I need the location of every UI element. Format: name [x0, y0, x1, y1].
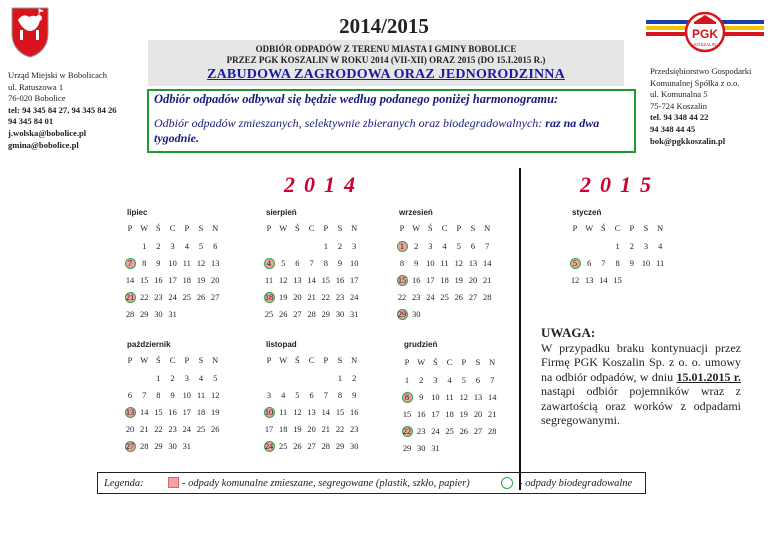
calendar-day: 29 — [154, 442, 163, 451]
calendar-day: 12 — [279, 276, 288, 285]
calendar-day: 30 — [417, 444, 426, 453]
contact-line: Komunalnej Spółka z o.o. — [650, 77, 740, 88]
weekday-header: Ś — [156, 224, 161, 233]
calendar-day: 9 — [414, 259, 419, 268]
calendar-day: 14 — [599, 276, 608, 285]
calendar-day: 1 — [337, 374, 343, 383]
weekday-header: P — [184, 356, 190, 365]
calendar-day: 11 — [279, 408, 288, 417]
weekday-header: W — [279, 356, 288, 365]
calendar-day: 4 — [442, 242, 447, 251]
weekday-header: C — [308, 224, 315, 233]
weekday-header: W — [279, 224, 288, 233]
collection-day: 7 — [127, 259, 133, 268]
calendar-day: 4 — [184, 242, 189, 251]
calendar-day: 5 — [295, 391, 300, 400]
contact-phone: 94 345 84 01 — [8, 116, 54, 127]
month-name: październik — [127, 340, 171, 349]
calendar-day: 2 — [156, 242, 161, 251]
calendar-day: 11 — [656, 259, 665, 268]
calendar-day: 19 — [293, 425, 302, 434]
calendar-day: 24 — [182, 425, 191, 434]
calendar-day: 29 — [335, 442, 345, 451]
calendar-day: 19 — [196, 276, 206, 285]
calendar-day: 13 — [585, 276, 594, 285]
weekday-header: Ś — [601, 224, 606, 233]
weekday-header: P — [323, 356, 329, 365]
notice-frequency: raz na dwa tygodnie. — [154, 116, 600, 145]
calendar-day: 2 — [352, 374, 357, 383]
calendar-day: 26 — [459, 427, 468, 436]
calendar-day: 10 — [182, 391, 191, 400]
calendar-day: 1 — [615, 242, 620, 251]
calendar-day: 23 — [412, 293, 421, 302]
legend-item-bio: - odpady biodegradowalne — [519, 478, 633, 489]
weekday-header: P — [266, 224, 272, 233]
calendar-day: 9 — [156, 259, 161, 268]
calendar-day: 15 — [613, 276, 622, 285]
calendar-day: 31 — [431, 444, 440, 453]
collection-day: 18 — [264, 293, 274, 302]
calendar-day: 5 — [461, 376, 466, 385]
calendar-day: 21 — [140, 425, 149, 434]
calendar-day: 24 — [350, 293, 359, 302]
calendar-day: 13 — [473, 393, 483, 402]
calendar-day: 15 — [140, 276, 149, 285]
calendar-day: 2 — [414, 242, 419, 251]
calendar-day: 3 — [428, 242, 433, 251]
calendar-day: 6 — [309, 391, 314, 400]
weekday-header: W — [412, 224, 421, 233]
calendar-day: 3 — [643, 242, 649, 251]
contact-line: Przedsiębiorstwo Gospodarki — [650, 66, 752, 76]
calendar-day: 27 — [293, 310, 302, 319]
calendar-day: 2 — [419, 376, 424, 385]
calendar-day: 14 — [125, 276, 135, 285]
calendar-day: 1 — [404, 376, 410, 385]
calendar-day: 19 — [279, 293, 288, 302]
calendar-day: 22 — [140, 293, 149, 302]
calendar-day: 19 — [211, 408, 220, 417]
calendar-day: 30 — [168, 442, 177, 451]
company-contact — [650, 66, 765, 147]
contact-email[interactable]: j.wolska@bobolice.pl — [8, 127, 87, 138]
collection-day: 5 — [572, 259, 578, 268]
weekday-header: P — [404, 358, 410, 367]
calendar-day: 25 — [279, 442, 288, 451]
calendar-day: 17 — [426, 276, 435, 285]
calendar-day: 20 — [293, 293, 302, 302]
uwaga-title: UWAGA: — [541, 325, 596, 340]
weekday-header: W — [585, 224, 594, 233]
calendar-day: 15 — [321, 276, 330, 285]
header-line-2: PRZEZ PGK KOSZALIN W ROKU 2014 (VII-XII) ORAZ 2015 (DO 15.I.2015 R.) — [226, 55, 546, 65]
calendar-day: 28 — [307, 310, 316, 319]
uwaga-notice — [541, 326, 741, 428]
calendar-day: 10 — [350, 259, 359, 268]
contact-email[interactable]: gmina@bobolice.pl — [8, 139, 79, 150]
collection-day: 22 — [402, 427, 412, 436]
calendar-day: 6 — [213, 242, 218, 251]
calendar-day: 30 — [412, 310, 421, 319]
collection-day: 10 — [264, 408, 274, 417]
weekday-header: P — [184, 224, 190, 233]
calendar-day: 12 — [570, 276, 580, 285]
calendar-day: 31 — [168, 310, 177, 319]
weekday-header: S — [198, 224, 204, 233]
calendar-day: 13 — [307, 408, 316, 417]
calendar-day: 19 — [454, 276, 463, 285]
calendar-day: 26 — [279, 310, 288, 319]
calendar-day: 6 — [127, 391, 133, 400]
calendar-day: 24 — [431, 427, 440, 436]
calendar-day: 16 — [168, 408, 177, 417]
calendar-day: 3 — [170, 242, 175, 251]
calendar-day: 11 — [182, 259, 191, 268]
calendar-day: 17 — [182, 408, 191, 417]
weekday-header: S — [470, 224, 476, 233]
calendar-day: 14 — [488, 393, 497, 402]
calendar-day: 8 — [399, 259, 405, 268]
weekday-header: P — [127, 356, 133, 365]
calendar-day: 22 — [154, 425, 163, 434]
calendar-day: 10 — [426, 259, 435, 268]
weekday-header: W — [140, 224, 149, 233]
calendar-day: 8 — [156, 391, 161, 400]
weekday-header: N — [351, 356, 358, 365]
calendar-day: 29 — [402, 444, 412, 453]
year-2015: 2015 — [580, 172, 660, 197]
calendar-day: 21 — [483, 276, 492, 285]
weekday-header: P — [323, 224, 329, 233]
calendar-day: 30 — [154, 310, 163, 319]
calendar-day: 16 — [412, 276, 421, 285]
calendar-day: 16 — [335, 276, 345, 285]
weekday-header: W — [140, 356, 149, 365]
weekday-header: N — [657, 224, 664, 233]
calendar-day: 9 — [629, 259, 634, 268]
calendar-day: 14 — [321, 408, 330, 417]
year-divider — [519, 168, 521, 490]
calendar-day: 23 — [417, 427, 426, 436]
collection-day: 15 — [397, 276, 407, 285]
calendar-day: 21 — [488, 410, 497, 419]
calendar-day: 5 — [456, 242, 461, 251]
calendar-day: 11 — [264, 276, 274, 285]
calendar-day: 6 — [470, 242, 476, 251]
notice-text: Odbiór odpadów zmieszanych, selektywnie zbieranych oraz biodegradowalnych: — [154, 116, 546, 130]
collection-day: 24 — [264, 442, 274, 451]
weekday-header: N — [212, 356, 219, 365]
weekday-header: P — [399, 224, 405, 233]
uwaga-date: 15.01.2015 r. — [676, 369, 741, 384]
mixed-waste-swatch — [168, 477, 179, 488]
collection-day: 29 — [397, 310, 407, 319]
weekday-header: S — [337, 224, 343, 233]
calendar-day: 27 — [473, 427, 483, 436]
calendar-day: 17 — [431, 410, 440, 419]
calendar-day: 19 — [459, 410, 468, 419]
calendar-day: 12 — [293, 408, 302, 417]
calendar-day: 27 — [307, 442, 316, 451]
weekday-header: P — [461, 358, 467, 367]
calendar-day: 9 — [337, 259, 343, 268]
calendar-day: 30 — [335, 310, 345, 319]
contact-phone: 94 348 44 45 — [650, 123, 696, 134]
calendar-day: 18 — [182, 276, 191, 285]
calendar-day: 11 — [445, 393, 454, 402]
header-line-1: ODBIÓR ODPADÓW Z TERENU MIASTA I GMINY BOBOLICE — [255, 44, 517, 54]
month-name: styczeń — [572, 208, 602, 217]
calendar-day: 12 — [459, 393, 468, 402]
calendar-day: 14 — [307, 276, 316, 285]
page-title: 2014/2015 — [339, 14, 429, 38]
calendar-day: 8 — [615, 259, 620, 268]
calendar-day: 7 — [309, 259, 314, 268]
legend-label: Legenda: — [104, 478, 144, 489]
calendar-day: 5 — [198, 242, 204, 251]
calendar-day: 26 — [293, 442, 302, 451]
weekday-header: Ś — [295, 224, 300, 233]
weekday-header: P — [456, 224, 462, 233]
calendar-day: 16 — [417, 410, 426, 419]
calendar-day: 18 — [279, 425, 288, 434]
weekday-header: P — [572, 224, 578, 233]
contact-line: ul. Ratuszowa 1 — [8, 81, 64, 92]
calendar-day: 22 — [335, 425, 345, 434]
calendar-day: 24 — [168, 293, 177, 302]
calendar-day: 6 — [475, 376, 481, 385]
calendar-day: 3 — [266, 391, 272, 400]
year-2014: 2014 — [284, 172, 364, 197]
calendar-day: 26 — [196, 293, 206, 302]
calendar-day: 17 — [264, 425, 274, 434]
weekday-header: C — [169, 224, 176, 233]
calendar-day: 28 — [125, 310, 135, 319]
calendar-day: 28 — [483, 293, 492, 302]
calendar-day: 7 — [485, 242, 490, 251]
weekday-header: C — [446, 358, 453, 367]
uwaga-text — [541, 341, 741, 428]
calendar-day: 8 — [337, 391, 343, 400]
calendar-day: 5 — [281, 259, 286, 268]
calendar-day: 20 — [125, 425, 135, 434]
weekday-header: N — [489, 358, 496, 367]
calendar-day: 7 — [490, 376, 495, 385]
calendar-day: 26 — [454, 293, 463, 302]
weekday-header: S — [643, 224, 649, 233]
contact-line: ul. Komunalna 5 — [650, 89, 708, 100]
collection-day: 4 — [266, 259, 272, 268]
weekday-header: C — [441, 224, 448, 233]
weekday-header: P — [266, 356, 272, 365]
calendar-day: 26 — [211, 425, 220, 434]
calendar-day: 11 — [196, 391, 206, 400]
weekday-header: N — [212, 224, 219, 233]
calendar-day: 6 — [295, 259, 300, 268]
weekday-header: Ś — [428, 224, 433, 233]
calendar-day: 30 — [350, 442, 359, 451]
weekday-header: Ś — [433, 358, 438, 367]
calendar-day: 1 — [142, 242, 147, 251]
calendar-day: 25 — [440, 293, 449, 302]
collection-day: 1 — [399, 242, 405, 251]
calendar-day: 13 — [468, 259, 478, 268]
calendar-day: 13 — [211, 259, 220, 268]
calendar-day: 20 — [211, 276, 220, 285]
calendar-day: 15 — [335, 408, 345, 417]
calendar-day: 7 — [323, 391, 328, 400]
pgk-logo-text: PGK — [691, 27, 719, 41]
calendar-day: 18 — [196, 408, 206, 417]
weekday-header: S — [337, 356, 343, 365]
calendar-day: 2 — [337, 242, 343, 251]
calendar-day: 14 — [483, 259, 492, 268]
calendar-day: 23 — [350, 425, 359, 434]
calendar-day: 3 — [352, 242, 357, 251]
weekday-header: Ś — [156, 356, 161, 365]
weekday-header: S — [198, 356, 204, 365]
calendar-day: 28 — [321, 442, 330, 451]
calendar-day: 23 — [335, 293, 345, 302]
calendar-day: 3 — [433, 376, 438, 385]
bio-waste-swatch — [501, 477, 513, 489]
calendar-day: 15 — [402, 410, 412, 419]
calendar-day: 21 — [321, 425, 330, 434]
calendar-day: 10 — [168, 259, 177, 268]
calendar-day: 2 — [629, 242, 634, 251]
calendar-day: 11 — [440, 259, 449, 268]
calendar-day: 18 — [440, 276, 449, 285]
contact-email[interactable]: bok@pgkkoszalin.pl — [650, 135, 726, 146]
calendar-day: 10 — [641, 259, 651, 268]
contact-line: 75-724 Koszalin — [650, 100, 708, 111]
month-name: listopad — [266, 340, 297, 349]
notice-line-2 — [154, 116, 624, 146]
calendar-day: 22 — [321, 293, 330, 302]
calendar-day: 16 — [350, 408, 359, 417]
weekday-header: P — [127, 224, 133, 233]
calendar-day: 4 — [447, 376, 452, 385]
month-name: wrzesień — [399, 208, 433, 217]
calendar-day: 31 — [182, 442, 191, 451]
calendar-day: 31 — [350, 310, 359, 319]
calendar-day: 16 — [154, 276, 163, 285]
calendar-day: 8 — [142, 259, 147, 268]
calendar-day: 29 — [321, 310, 330, 319]
calendar-day: 22 — [397, 293, 407, 302]
month-name: grudzień — [404, 340, 438, 349]
calendar-day: 13 — [293, 276, 302, 285]
calendar-day: 25 — [196, 425, 206, 434]
weekday-header: C — [614, 224, 621, 233]
weekday-header: S — [475, 358, 481, 367]
calendar-day: 12 — [196, 259, 206, 268]
calendar-day: 27 — [468, 293, 478, 302]
calendar-day: 23 — [168, 425, 177, 434]
calendar-day: 25 — [182, 293, 191, 302]
calendar-day: 12 — [211, 391, 220, 400]
collection-day: 27 — [125, 442, 135, 451]
calendar-day: 28 — [488, 427, 497, 436]
calendar-day: 1 — [323, 242, 328, 251]
calendar-day: 4 — [198, 374, 204, 383]
calendar-day: 20 — [473, 410, 483, 419]
calendar-day: 9 — [170, 391, 175, 400]
calendar-day: 8 — [323, 259, 328, 268]
legend-item-mixed: - odpady komunalne zmieszane, segregowane (plastik, szkło, papier) — [182, 478, 470, 489]
calendar-day: 17 — [350, 276, 359, 285]
uwaga-text-a: W przypadku braku kontynuacji przez Firmę PGK Koszalin Sp. z o. o. umowy na odbiór odpadów, w dniu — [541, 340, 741, 384]
weekday-header: N — [484, 224, 491, 233]
collection-day: 21 — [125, 293, 135, 302]
calendar-day: 17 — [168, 276, 177, 285]
contact-phone: tel: 94 345 84 27, 94 345 84 26 — [8, 104, 117, 115]
calendar-day: 20 — [468, 276, 478, 285]
calendar-day: 29 — [140, 310, 149, 319]
calendar-day: 15 — [154, 408, 163, 417]
contact-line: Urząd Miejski w Bobolicach — [8, 70, 108, 80]
calendar-day: 21 — [307, 293, 316, 302]
uwaga-text-b: nastąpi odbiór pojemników wraz z zawartością oraz worków z odpadami segregowanymi. — [541, 384, 741, 427]
municipality-contact — [8, 70, 148, 151]
calendar-day: 2 — [170, 374, 175, 383]
calendar-day: 24 — [426, 293, 435, 302]
notice-line-1: Odbiór odpadów odbywał się będzie według podanego poniżej harmonogramu: — [154, 92, 559, 106]
calendar-day: 10 — [431, 393, 440, 402]
weekday-header: C — [308, 356, 315, 365]
calendar-day: 4 — [281, 391, 286, 400]
pgk-logo-sub: KOSZALIN — [693, 42, 717, 47]
collection-day: 8 — [404, 393, 410, 402]
calendar-day: 7 — [142, 391, 147, 400]
calendar-day: 7 — [601, 259, 606, 268]
calendar-day: 25 — [264, 310, 274, 319]
calendar-day: 23 — [154, 293, 163, 302]
contact-line: 76-020 Bobolice — [8, 93, 66, 104]
weekday-header: N — [351, 224, 358, 233]
weekday-header: Ś — [295, 356, 300, 365]
contact-phone: tel. 94 348 44 22 — [650, 112, 709, 123]
month-name: sierpień — [266, 208, 297, 217]
calendar-day: 6 — [587, 259, 592, 268]
calendar-day: 14 — [140, 408, 149, 417]
header-subtitle: ZABUDOWA ZAGRODOWA ORAZ JEDNORODZINNA — [207, 67, 565, 82]
calendar-day: 9 — [419, 393, 424, 402]
collection-day: 13 — [125, 408, 135, 417]
calendar-day: 25 — [445, 427, 454, 436]
weekday-header: C — [169, 356, 176, 365]
calendar-day: 20 — [307, 425, 316, 434]
calendar-day: 4 — [658, 242, 663, 251]
calendar-day: 9 — [352, 391, 357, 400]
calendar-day: 18 — [445, 410, 454, 419]
calendar-day: 3 — [184, 374, 189, 383]
weekday-header: W — [417, 358, 426, 367]
calendar-day: 5 — [213, 374, 218, 383]
calendar-day: 12 — [454, 259, 463, 268]
weekday-header: P — [629, 224, 635, 233]
calendar-day: 1 — [156, 374, 161, 383]
month-name: lipiec — [127, 208, 148, 217]
calendar-day: 28 — [140, 442, 149, 451]
calendar-day: 27 — [211, 293, 220, 302]
